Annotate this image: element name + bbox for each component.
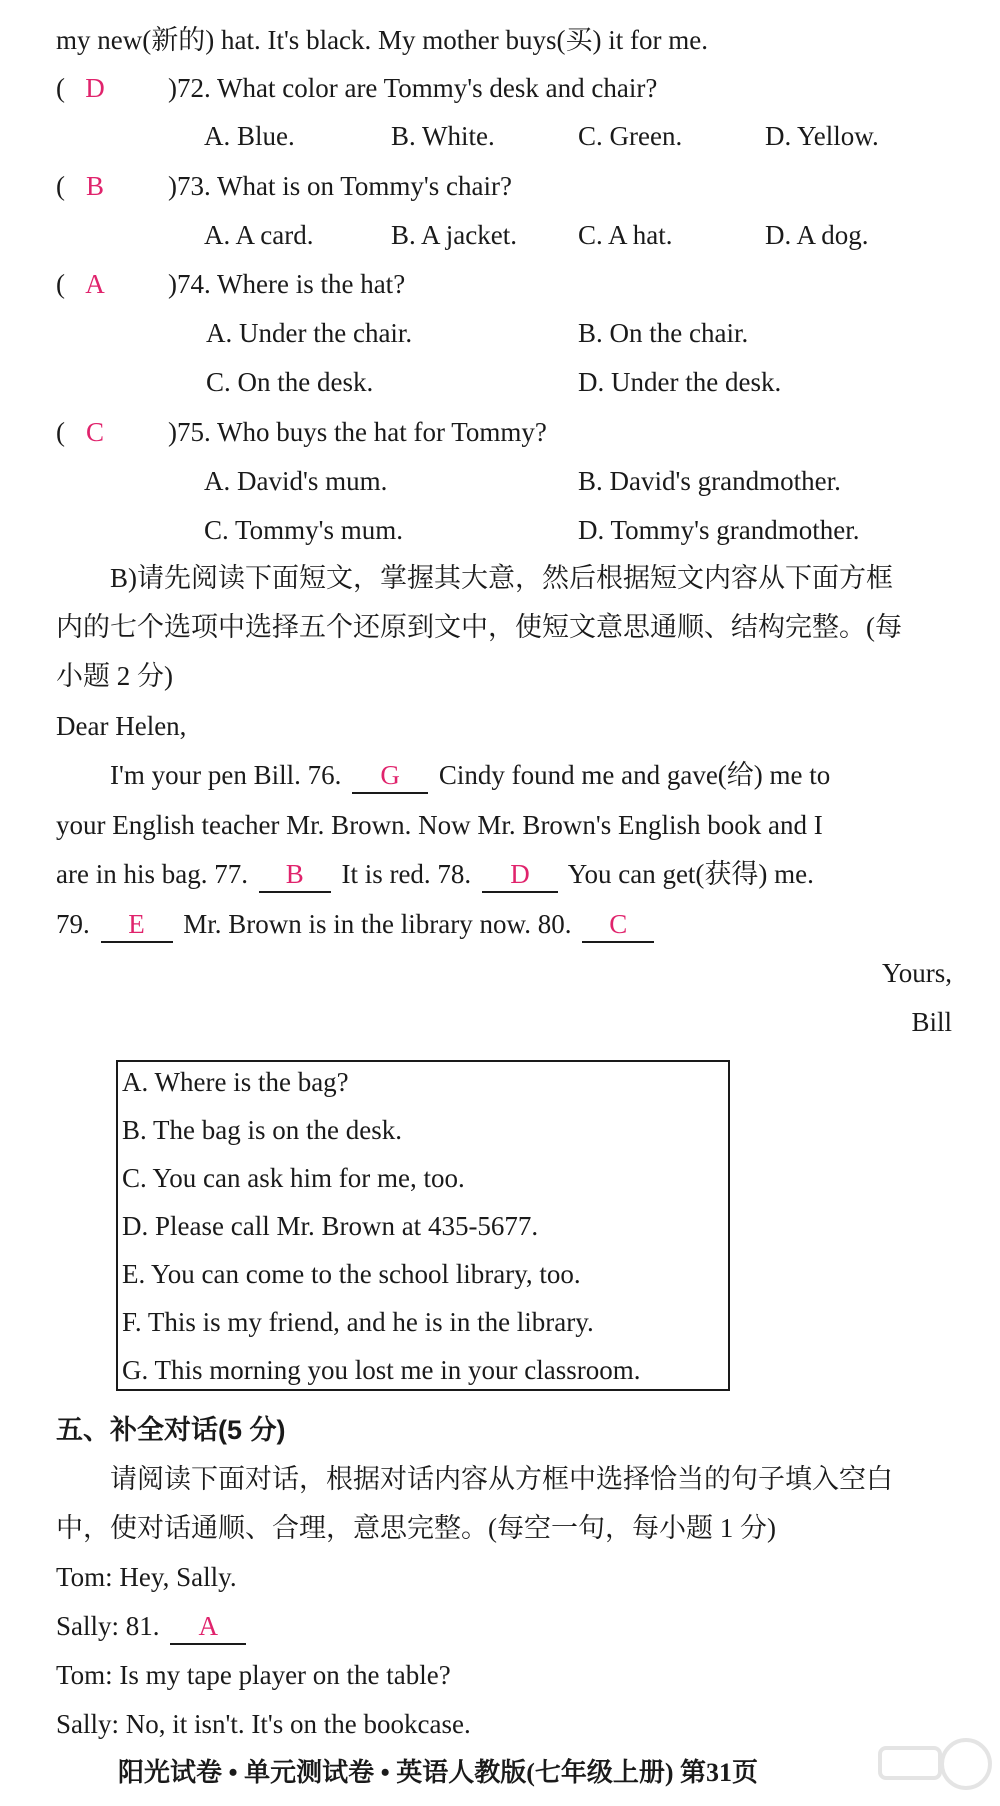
question-73: ( B )73. What is on Tommy's chair? xyxy=(56,166,512,206)
section-b-instruction: 小题 2 分) xyxy=(56,661,173,691)
option: B. A jacket. xyxy=(391,220,517,250)
question-text: Who buys the hat for Tommy? xyxy=(217,417,547,447)
option: A. David's mum. xyxy=(204,466,388,496)
answer-77: B xyxy=(285,859,304,889)
dialog-line xyxy=(56,1606,250,1646)
question-75: ( C )75. Who buys the hat for Tommy? xyxy=(56,412,547,452)
section-5-instruction: 中，使对话通顺、合理，意思完整。(每空一句，每小题 1 分) xyxy=(56,1513,776,1543)
question-text: Where is the hat? xyxy=(217,269,406,299)
option: C. Tommy's mum. xyxy=(204,515,404,545)
question-number: )74. xyxy=(168,269,211,299)
answer-72: D xyxy=(85,73,105,103)
option: C. On the desk. xyxy=(206,367,374,397)
letter-text: 79. xyxy=(56,909,90,939)
section-b-instruction: 内的七个选项中选择五个还原到文中，使短文意思通顺、结构完整。(每 xyxy=(56,612,902,642)
watermark-logo-icon xyxy=(874,1734,994,1798)
answer-79: E xyxy=(128,909,145,939)
box-option: B. The bag is on the desk. xyxy=(122,1115,402,1145)
section-5-instruction: 请阅读下面对话，根据对话内容从方框中选择恰当的句子填入空白 xyxy=(110,1464,893,1494)
question-text: What is on Tommy's chair? xyxy=(217,171,512,201)
option: C. Green. xyxy=(578,121,683,151)
option: D. Under the desk. xyxy=(578,367,782,397)
dialog-line: Tom: Hey, Sally. xyxy=(56,1562,237,1592)
option: A. Blue. xyxy=(204,121,295,151)
letter-line: your English teacher Mr. Brown. Now Mr. Brown's English book and I xyxy=(56,810,823,840)
box-option: D. Please call Mr. Brown at 435-5677. xyxy=(122,1211,539,1241)
letter-text: Cindy found me and gave(给) me to xyxy=(438,760,831,790)
box-option: A. Where is the bag? xyxy=(122,1067,349,1097)
question-74: ( A )74. Where is the hat? xyxy=(56,264,405,304)
option: D. Tommy's grandmother. xyxy=(578,515,860,545)
dialog-line: Tom: Is my tape player on the table? xyxy=(56,1660,451,1690)
letter-signature: Bill xyxy=(911,1007,952,1037)
page-footer: 阳光试卷 • 单元测试卷 • 英语人教版(七年级上册) 第31页 xyxy=(118,1758,759,1787)
letter-text: It is red. 78. xyxy=(341,859,472,889)
box-option: G. This morning you lost me in your classroom. xyxy=(122,1355,641,1385)
option: B. David's grandmother. xyxy=(578,466,841,496)
letter-line xyxy=(110,755,830,795)
answer-81: A xyxy=(198,1611,219,1641)
answer-76: G xyxy=(380,760,400,790)
letter-text: are in his bag. 77. xyxy=(56,859,248,889)
letter-text: You can get(获得) me. xyxy=(567,859,814,889)
answer-75: C xyxy=(85,417,104,447)
options-box xyxy=(116,1060,730,1391)
option: C. A hat. xyxy=(578,220,673,250)
question-number: )72. xyxy=(168,73,211,103)
section-5-heading: 五、补全对话(5 分) xyxy=(56,1415,286,1445)
letter-salutation: Dear Helen, xyxy=(56,711,187,741)
answer-80: C xyxy=(609,909,628,939)
box-option: F. This is my friend, and he is in the library. xyxy=(122,1307,594,1337)
answer-73: B xyxy=(85,171,104,201)
option: B. White. xyxy=(391,121,495,151)
question-number: )73. xyxy=(168,171,211,201)
question-text: What color are Tommy's desk and chair? xyxy=(217,73,658,103)
answer-74: A xyxy=(85,269,105,299)
box-option: C. You can ask him for me, too. xyxy=(122,1163,465,1193)
option: D. A dog. xyxy=(765,220,869,250)
letter-closing: Yours, xyxy=(881,958,952,988)
dialog-line: Sally: No, it isn't. It's on the bookcase. xyxy=(56,1709,471,1739)
box-option: E. You can come to the school library, too. xyxy=(122,1259,581,1289)
option: A. Under the chair. xyxy=(206,318,413,348)
letter-line xyxy=(56,904,658,944)
question-72: ( D )72. What color are Tommy's desk and chair? xyxy=(56,68,657,108)
letter-text: I'm your pen Bill. 76. xyxy=(110,760,342,790)
dialog-text: Sally: 81. xyxy=(56,1611,160,1641)
letter-line xyxy=(56,854,814,894)
question-number: )75. xyxy=(168,417,211,447)
answer-78: D xyxy=(510,859,530,889)
section-b-instruction: B)请先阅读下面短文，掌握其大意，然后根据短文内容从下面方框 xyxy=(110,563,893,593)
option: A. A card. xyxy=(204,220,314,250)
intro-line: my new(新的) hat. It's black. My mother buys(买) it for me. xyxy=(56,25,708,55)
option: B. On the chair. xyxy=(578,318,749,348)
letter-text: Mr. Brown is in the library now. 80. xyxy=(183,909,572,939)
option: D. Yellow. xyxy=(765,121,879,151)
